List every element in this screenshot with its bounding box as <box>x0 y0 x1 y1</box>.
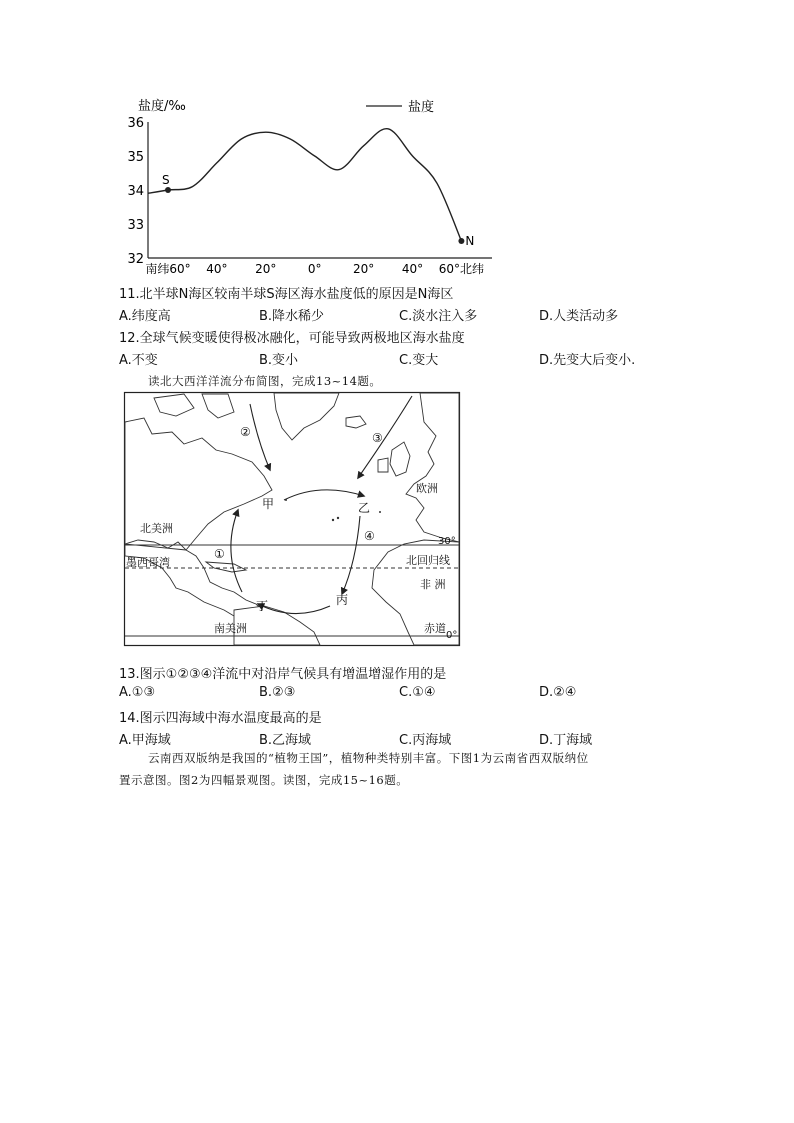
y-tick-label: 34 <box>127 184 144 199</box>
intro-15-16-line2: 置示意图。图2为四幅景观图。读图，完成15~16题。 <box>119 773 409 787</box>
label-tropic: 北回归线 <box>406 554 450 567</box>
q11-option-a[interactable]: A.纬度高 <box>119 309 171 324</box>
q11-option-c[interactable]: C.淡水注入多 <box>399 309 478 324</box>
label-current-2: ② <box>240 425 251 439</box>
q11-stem: 11.北半球N海区较南半球S海区海水盐度低的原因是N海区 <box>119 287 454 302</box>
x-tick-label: 南纬60° <box>145 262 191 276</box>
intro-15-16-line1: 云南西双版纳是我国的“植物王国”，植物种类特别丰富。下图1为云南省西双版纳位 <box>148 751 589 765</box>
x-tick-label: 40° <box>401 262 424 276</box>
q14-option-a[interactable]: A.甲海域 <box>119 733 171 748</box>
label-jia: 甲 <box>262 497 275 511</box>
label-current-1: ① <box>214 547 225 561</box>
island-dot <box>332 519 334 521</box>
q14-option-c[interactable]: C.丙海域 <box>399 733 452 748</box>
q13-option-b[interactable]: B.②③ <box>259 685 296 700</box>
q13-option-d[interactable]: D.②④ <box>539 685 577 700</box>
point-s-label: S <box>162 173 170 187</box>
q12-option-c[interactable]: C.变大 <box>399 353 439 368</box>
label-lat-0: 0° <box>446 630 458 641</box>
y-tick-label: 35 <box>127 150 144 165</box>
chart-ylabel: 盐度/‰ <box>138 99 186 114</box>
q12-option-d[interactable]: D.先变大后变小. <box>539 353 636 368</box>
point-s-marker <box>165 187 171 193</box>
q14-option-d[interactable]: D.丁海域 <box>539 733 593 748</box>
x-tick-label: 40° <box>206 262 228 276</box>
salinity-series-line <box>148 129 461 241</box>
q14-stem: 14.图示四海域中海水温度最高的是 <box>119 711 322 726</box>
legend-label: 盐度 <box>408 100 435 115</box>
q11-option-b[interactable]: B.降水稀少 <box>259 309 325 324</box>
island-dot <box>337 517 339 519</box>
q11-option-d[interactable]: D.人类活动多 <box>539 309 619 324</box>
intro-13-14: 读北大西洋洋流分布简图，完成13~14题。 <box>148 374 382 388</box>
label-africa: 非 洲 <box>420 578 446 591</box>
q14-option-b[interactable]: B.乙海域 <box>259 733 312 748</box>
y-tick-label: 36 <box>127 116 144 131</box>
x-tick-label: 20° <box>352 262 375 276</box>
ireland <box>378 458 388 472</box>
label-ding: 丁 <box>256 599 269 613</box>
label-bing: 丙 <box>336 593 349 607</box>
q12-option-a[interactable]: A.不变 <box>119 353 158 368</box>
north-atlantic-map <box>124 392 460 646</box>
x-tick-label: 0° <box>307 262 322 276</box>
label-lat-30: 30° <box>438 536 456 547</box>
label-current-4: ④ <box>364 529 375 543</box>
label-north-america: 北美洲 <box>140 522 173 535</box>
q13-stem: 13.图示①②③④洋流中对沿岸气候具有增温增湿作用的是 <box>119 667 447 682</box>
q13-option-a[interactable]: A.①③ <box>119 685 156 700</box>
x-tick-label: 20° <box>255 262 277 276</box>
island-dot <box>379 511 381 513</box>
y-tick-label: 33 <box>127 218 144 233</box>
label-europe: 欧洲 <box>416 482 438 495</box>
island-dot <box>285 499 287 501</box>
q12-stem: 12.全球气候变暖使得极冰融化，可能导致两极地区海水盐度 <box>119 331 465 346</box>
x-tick-label: 60°北纬 <box>438 262 485 276</box>
point-n-label: N <box>465 234 475 248</box>
q12-option-b[interactable]: B.变小 <box>259 353 299 368</box>
salinity-chart <box>127 92 510 282</box>
label-south-america: 南美洲 <box>214 622 247 635</box>
label-yi: 乙 <box>358 501 371 515</box>
y-tick-label: 32 <box>127 252 144 267</box>
label-equator: 赤道 <box>424 622 446 635</box>
q13-option-c[interactable]: C.①④ <box>399 685 436 700</box>
label-mexico-gulf: 墨西哥湾 <box>126 556 170 569</box>
label-current-3: ③ <box>372 431 383 445</box>
point-n-marker <box>458 238 464 244</box>
